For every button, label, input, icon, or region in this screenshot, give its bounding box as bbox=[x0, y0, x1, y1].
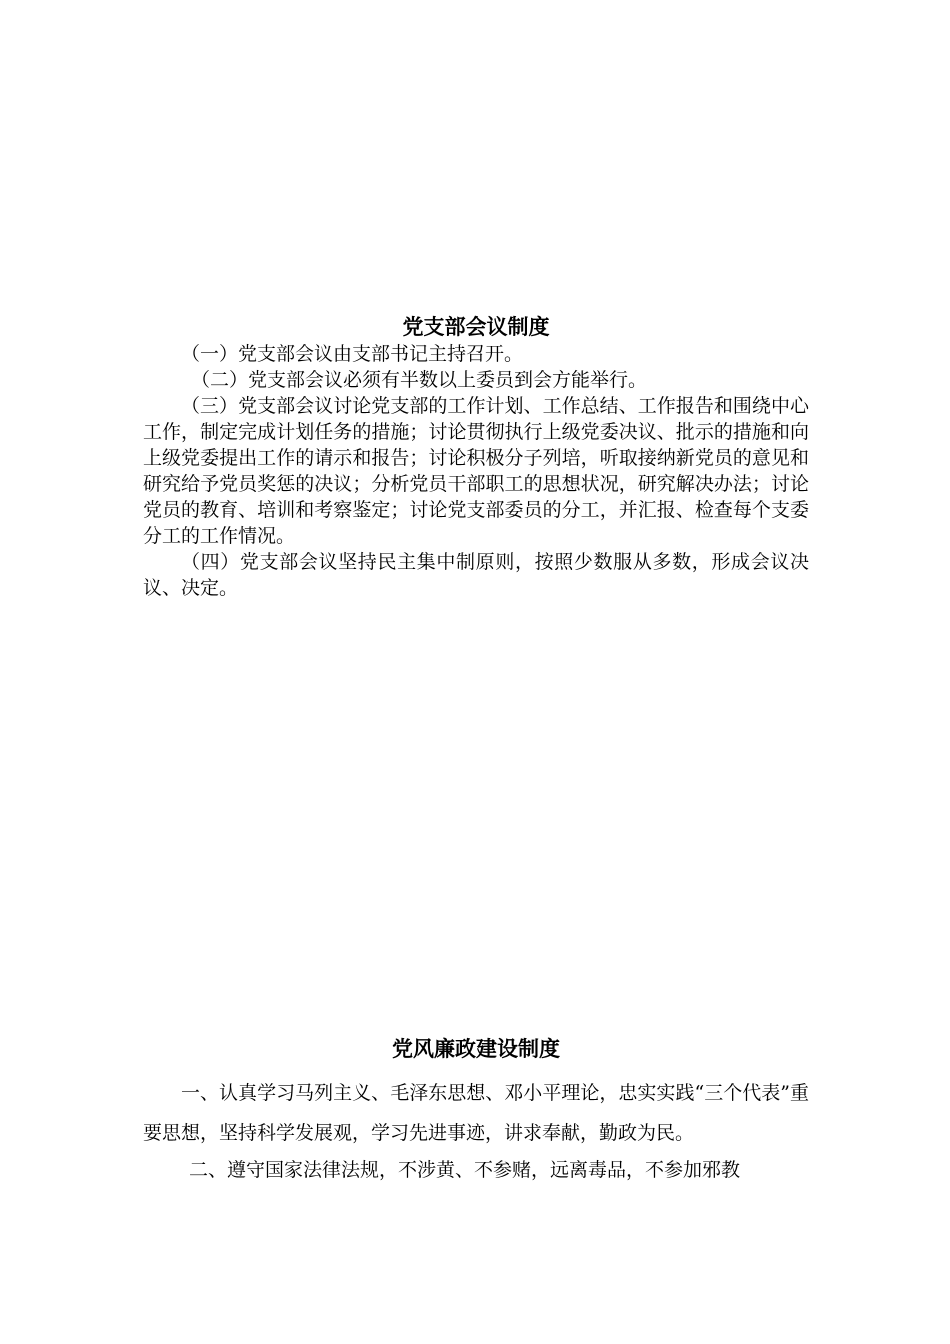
paragraph: （三）党支部会议讨论党支部的工作计划、工作总结、工作报告和围绕中心工作，制定完成计划任务的措施；讨论贯彻执行上级党委决议、批示的措施和向上级党委提出工作的请示和报告；讨论积极分子列培，听取接纳新党员的意见和研究给予党员奖惩的决议；分析党员干部职工的思想状况，研究解决办法；讨论党员的教育、培训和考察鉴定；讨论党支部委员的分工，并汇报、检查每个支委分工的工作情况。 bbox=[143, 395, 809, 547]
section-title: 党风廉政建设制度 bbox=[392, 1036, 560, 1061]
section-clean-governance bbox=[143, 1035, 809, 1187]
paragraph: （四）党支部会议坚持民主集中制原则，按照少数服从多数，形成会议决议、决定。 bbox=[143, 551, 809, 599]
section-party-branch-meeting bbox=[143, 313, 809, 601]
paragraph: （一）党支部会议由支部书记主持召开。 bbox=[181, 343, 524, 365]
paragraph: 一、认真学习马列主义、毛泽东思想、邓小平理论，忠实实践“三个代表”重要思想，坚持科学发展观，学习先进事迹，讲求奉献，勤政为民。 bbox=[143, 1082, 809, 1144]
paragraph: （二）党支部会议必须有半数以上委员到会方能举行。 bbox=[191, 369, 648, 391]
paragraph: 二、遵守国家法律法规，不涉黄、不参赌，远离毒品，不参加邪教 bbox=[189, 1159, 741, 1181]
section-title: 党支部会议制度 bbox=[402, 314, 550, 339]
